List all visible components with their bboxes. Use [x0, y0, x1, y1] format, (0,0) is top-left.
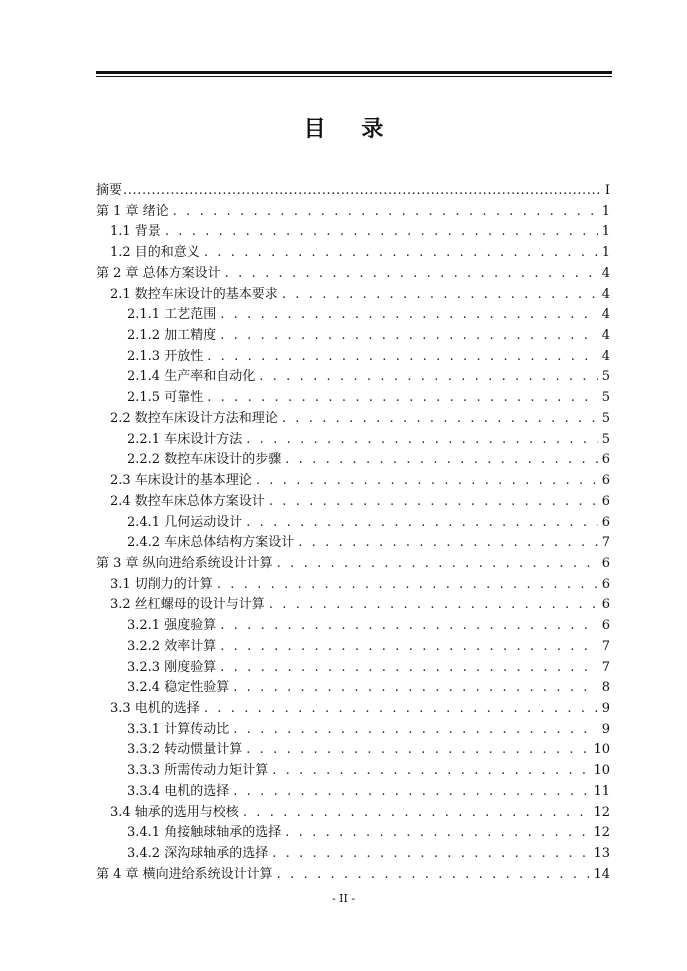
dot-leader [220, 305, 598, 326]
toc-entry-title: 2.1.3 开放性 [127, 348, 204, 364]
toc-entry-title: 1.1 背景 [110, 224, 161, 240]
dot-leader [220, 658, 598, 679]
toc-entry-title: 2.4.2 车床总体结构方案设计 [127, 535, 295, 551]
toc-entry-page-number: 6 [601, 514, 610, 530]
dot-leader [207, 388, 598, 409]
dot-leader [123, 181, 601, 202]
dot-leader [246, 513, 598, 534]
toc-entry-title: 2.3 车床设计的基本理论 [110, 473, 252, 489]
dot-leader [220, 637, 598, 658]
toc-entry[interactable] [96, 678, 610, 699]
toc-entry[interactable] [96, 471, 610, 492]
dot-leader [233, 678, 598, 699]
toc-entry-page-number: 1 [601, 245, 610, 261]
dot-leader [217, 575, 598, 596]
toc-entry[interactable] [96, 326, 610, 347]
toc-entry-title: 3.3.2 转动惯量计算 [127, 742, 243, 758]
toc-entry[interactable] [96, 430, 610, 451]
dot-leader [269, 492, 598, 513]
toc-entry-page-number: 5 [601, 390, 610, 406]
toc-entry-title: 2.1.4 生产率和自动化 [127, 369, 256, 385]
toc-entry-title: 1.2 目的和意义 [110, 245, 200, 261]
toc-entry-page-number: 12 [593, 804, 610, 820]
toc-entry-title: 第 3 章 纵向进给系统设计计算 [96, 555, 273, 571]
toc-entry[interactable] [96, 492, 610, 513]
dot-leader [282, 285, 598, 306]
toc-entry-title: 3.3.4 电机的选择 [127, 783, 230, 799]
toc-entry-title: 3.2.2 效率计算 [127, 638, 217, 654]
toc-entry-title: 2.1.1 工艺范围 [127, 307, 217, 323]
toc-entry[interactable] [96, 450, 610, 471]
dot-leader [204, 243, 598, 264]
toc-entry[interactable] [96, 388, 610, 409]
toc-entry-page-number: 6 [601, 576, 610, 592]
dot-leader [285, 450, 598, 471]
toc-entry[interactable] [96, 513, 610, 534]
toc-entry-page-number: 8 [601, 680, 610, 696]
dot-leader [173, 202, 598, 223]
toc-entry[interactable] [96, 761, 610, 782]
toc-entry[interactable] [96, 243, 610, 264]
toc-entry-page-number: 10 [593, 763, 610, 779]
dot-leader [233, 782, 589, 803]
toc-entry[interactable] [96, 554, 610, 575]
toc-entry-title: 3.2.3 刚度验算 [127, 659, 217, 675]
toc-entry-page-number: 6 [601, 597, 610, 613]
toc-entry-page-number: 6 [601, 473, 610, 489]
toc-entry-page-number: 4 [601, 265, 610, 281]
toc-entry[interactable] [96, 637, 610, 658]
toc-entry-page-number: 5 [601, 410, 610, 426]
toc-entry[interactable] [96, 409, 610, 430]
dot-leader [220, 326, 598, 347]
toc-entry-title: 摘要 [96, 183, 123, 198]
toc-entry-title: 3.2 丝杠螺母的设计与计算 [110, 597, 265, 613]
toc-entry[interactable] [96, 658, 610, 679]
toc-entry[interactable] [96, 823, 610, 844]
dot-leader [298, 533, 598, 554]
dot-leader [272, 761, 589, 782]
toc-entry-page-number: 4 [601, 348, 610, 364]
toc-entry[interactable] [96, 865, 610, 886]
toc-entry-page-number: 14 [593, 866, 610, 882]
toc-entry[interactable] [96, 285, 610, 306]
dot-leader [282, 409, 598, 430]
dot-leader [220, 616, 598, 637]
toc-entry-title: 3.3 电机的选择 [110, 700, 200, 716]
toc-entry-page-number: 7 [601, 535, 610, 551]
dot-leader [277, 554, 598, 575]
header-rule-thin [96, 76, 612, 77]
toc-entry[interactable] [96, 222, 610, 243]
toc-entry[interactable] [96, 533, 610, 554]
toc-entry-title: 3.4.2 深沟球轴承的选择 [127, 846, 269, 861]
toc-entry-title: 2.4.1 几何运动设计 [127, 514, 243, 530]
dot-leader [285, 823, 589, 844]
dot-leader [243, 803, 590, 824]
dot-leader [272, 844, 589, 865]
toc-entry-page-number: 1 [601, 224, 610, 240]
toc-entry-page-number: 6 [601, 555, 610, 571]
toc-entry-title: 2.2.1 车床设计方法 [127, 431, 243, 447]
dot-leader [246, 430, 598, 451]
dot-leader [277, 865, 590, 886]
toc-entry[interactable] [96, 347, 610, 368]
toc-entry-page-number: 5 [601, 431, 610, 447]
toc-entry[interactable] [96, 305, 610, 326]
table-of-contents [96, 181, 610, 885]
dot-leader [259, 367, 598, 388]
toc-entry-page-number: 10 [593, 742, 610, 758]
toc-entry-page-number: 6 [601, 452, 610, 468]
toc-entry-title: 2.4 数控车床总体方案设计 [110, 493, 265, 509]
toc-entry-page-number: 6 [601, 618, 610, 634]
dot-leader [256, 471, 598, 492]
toc-entry-title: 3.4 轴承的选用与校核 [110, 804, 239, 820]
dot-leader [233, 720, 598, 741]
toc-entry-title: 3.2.4 稳定性验算 [127, 680, 230, 696]
toc-entry-page-number: 1 [601, 203, 610, 219]
toc-entry-page-number: 4 [601, 328, 610, 344]
dot-leader [225, 264, 598, 285]
toc-entry[interactable] [96, 575, 610, 596]
toc-entry-page-number: 13 [593, 846, 610, 861]
page-title: 目 录 [303, 117, 398, 142]
toc-entry-title: 2.2 数控车床设计方法和理论 [110, 410, 278, 426]
dot-leader [246, 740, 589, 761]
toc-entry[interactable] [96, 616, 610, 637]
dot-leader [207, 347, 598, 368]
toc-entry-page-number: 11 [593, 783, 610, 799]
toc-entry-title: 2.2.2 数控车床设计的步骤 [127, 452, 282, 468]
toc-entry-title: 2.1 数控车床设计的基本要求 [110, 286, 278, 302]
toc-entry-title: 3.3.3 所需传动力矩计算 [127, 763, 269, 779]
toc-entry-page-number: 5 [601, 369, 610, 385]
toc-entry[interactable] [96, 699, 610, 720]
toc-entry-page-number: I [604, 183, 610, 198]
toc-entry[interactable] [96, 782, 610, 803]
toc-entry[interactable] [96, 720, 610, 741]
toc-entry-page-number: 9 [601, 700, 610, 716]
header-rule-thick [96, 71, 612, 74]
toc-entry[interactable] [96, 367, 610, 388]
toc-entry-title: 3.1 切削力的计算 [110, 576, 213, 592]
toc-entry-title: 3.4.1 角接触球轴承的选择 [127, 825, 282, 841]
toc-entry-page-number: 9 [601, 721, 610, 737]
toc-entry-page-number: 12 [593, 825, 610, 841]
page-number-footer: - II - [331, 892, 356, 905]
dot-leader [204, 699, 598, 720]
toc-entry[interactable] [96, 803, 610, 824]
toc-entry[interactable] [96, 844, 610, 865]
toc-entry-page-number: 6 [601, 493, 610, 509]
toc-entry-page-number: 4 [601, 307, 610, 323]
toc-entry-title: 3.2.1 强度验算 [127, 618, 217, 634]
toc-entry-title: 2.1.5 可靠性 [127, 390, 204, 406]
toc-entry-title: 第 1 章 绪论 [96, 203, 169, 219]
toc-entry[interactable] [96, 202, 610, 223]
toc-entry[interactable] [96, 181, 610, 202]
toc-entry-title: 2.1.2 加工精度 [127, 328, 217, 344]
toc-entry-title: 第 4 章 横向进给系统设计计算 [96, 866, 273, 882]
toc-entry-title: 第 2 章 总体方案设计 [96, 265, 221, 281]
toc-entry-page-number: 7 [601, 659, 610, 675]
toc-entry[interactable] [96, 595, 610, 616]
toc-entry[interactable] [96, 264, 610, 285]
toc-entry[interactable] [96, 740, 610, 761]
toc-entry-page-number: 4 [601, 286, 610, 302]
dot-leader [269, 595, 598, 616]
dot-leader [165, 222, 598, 243]
toc-entry-page-number: 7 [601, 638, 610, 654]
toc-entry-title: 3.3.1 计算传动比 [127, 721, 230, 737]
